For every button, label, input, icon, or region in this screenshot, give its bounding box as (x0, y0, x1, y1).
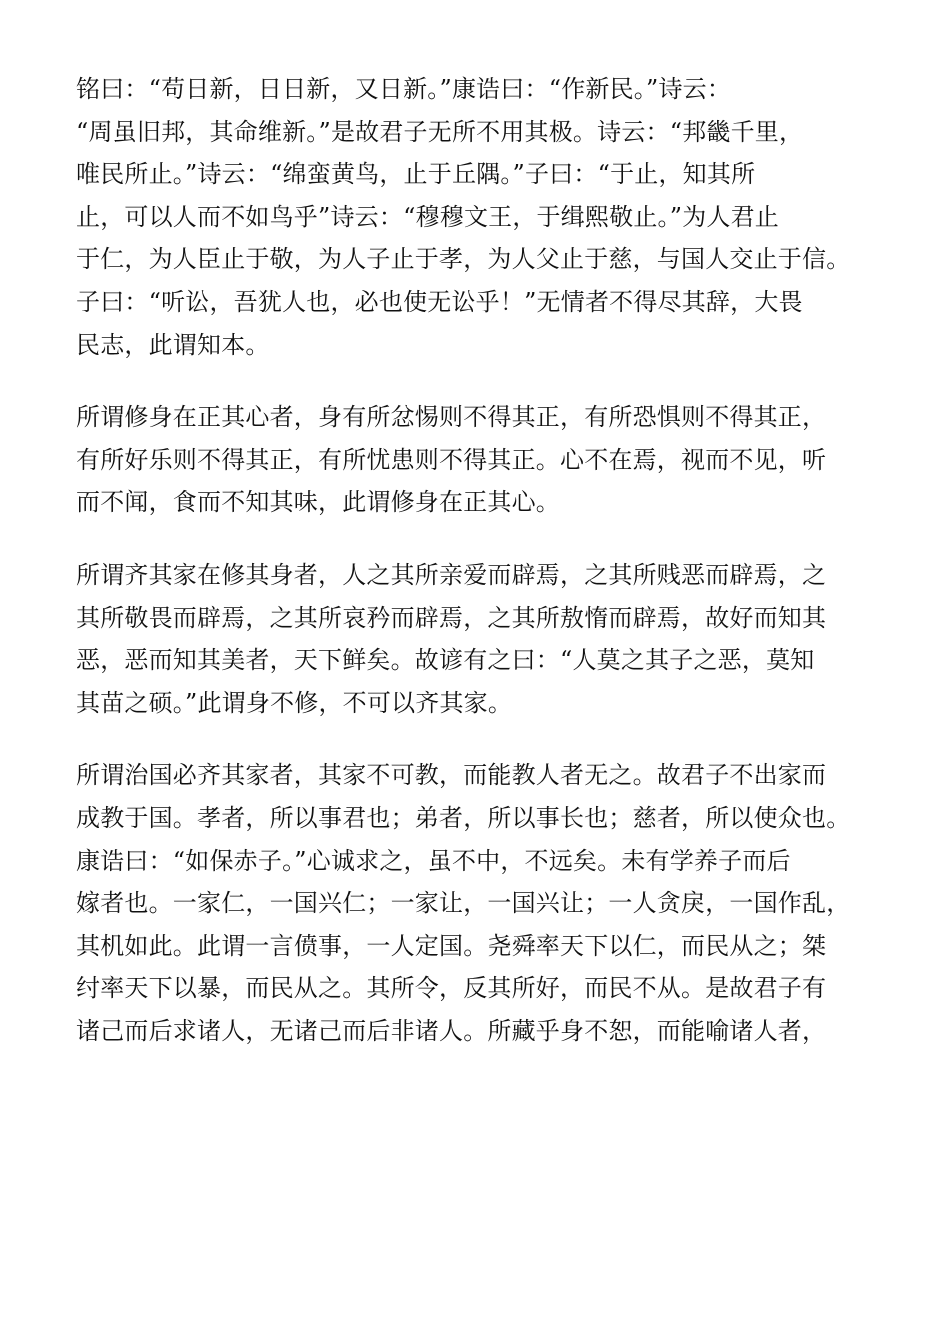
text-line: 康诰曰：“如保赤子。”心诚求之，虽不中，不远矣。未有学养子而后 (76, 846, 791, 875)
text-line: 其机如此。此谓一言偾事，一人定国。尧舜率天下以仁，而民从之；桀 (76, 931, 827, 960)
text-line: 止，可以人而不如鸟乎”诗云：“穆穆文王，于缉熙敬止。”为人君止 (76, 202, 780, 231)
paragraph-4 (76, 754, 876, 1052)
text-line: 嫁者也。一家仁，一国兴仁；一家让，一国兴让；一人贪戾，一国作乱， (76, 889, 851, 918)
text-line: 有所好乐则不得其正，有所忧患则不得其正。心不在焉，视而不见，听 (76, 445, 827, 474)
text-line: 恶，恶而知其美者，天下鲜矣。故谚有之曰：“人莫之其子之恶，莫知 (76, 646, 815, 675)
text-line: 纣率天下以暴，而民从之。其所令，反其所好，而民不从。是故君子有 (76, 974, 827, 1003)
text-line: 子曰：“听讼，吾犹人也，必也使无讼乎！”无情者不得尽其辞，大畏 (76, 287, 803, 316)
text-line: 成教于国。孝者，所以事君也；弟者，所以事长也；慈者，所以使众也。 (76, 803, 851, 832)
paragraph-1 (76, 68, 876, 366)
text-line: 诸己而后求诸人，无诸己而后非诸人。所藏乎身不恕，而能喻诸人者， (76, 1016, 827, 1045)
text-line: 而不闻，食而不知其味，此谓修身在正其心。 (76, 488, 560, 517)
paragraph-3 (76, 554, 876, 724)
text-line: 其所敬畏而辟焉，之其所哀矜而辟焉，之其所敖惰而辟焉，故好而知其 (76, 603, 827, 632)
document-page (76, 68, 876, 1082)
text-line: 唯民所止。”诗云：“绵蛮黄鸟，止于丘隅。”子曰：“于止，知其所 (76, 160, 756, 189)
text-line: 其苗之硕。”此谓身不修，不可以齐其家。 (76, 688, 513, 717)
text-line: 所谓治国必齐其家者，其家不可教，而能教人者无之。故君子不出家而 (76, 761, 827, 790)
text-line: 于仁，为人臣止于敬，为人子止于孝，为人父止于慈，与国人交止于信。 (76, 245, 851, 274)
text-line: “周虽旧邦，其命维新。”是故君子无所不用其极。诗云：“邦畿千里， (76, 117, 804, 146)
paragraph-2 (76, 396, 876, 524)
text-line: 铭曰：“苟日新，日日新，又日新。”康诰曰：“作新民。”诗云： (76, 75, 732, 103)
text-line: 所谓齐其家在修其身者，人之其所亲爱而辟焉，之其所贱恶而辟焉，之 (76, 560, 827, 589)
text-line: 民志，此谓知本。 (76, 330, 270, 359)
text-line: 所谓修身在正其心者，身有所忿惕则不得其正，有所恐惧则不得其正， (76, 403, 827, 432)
